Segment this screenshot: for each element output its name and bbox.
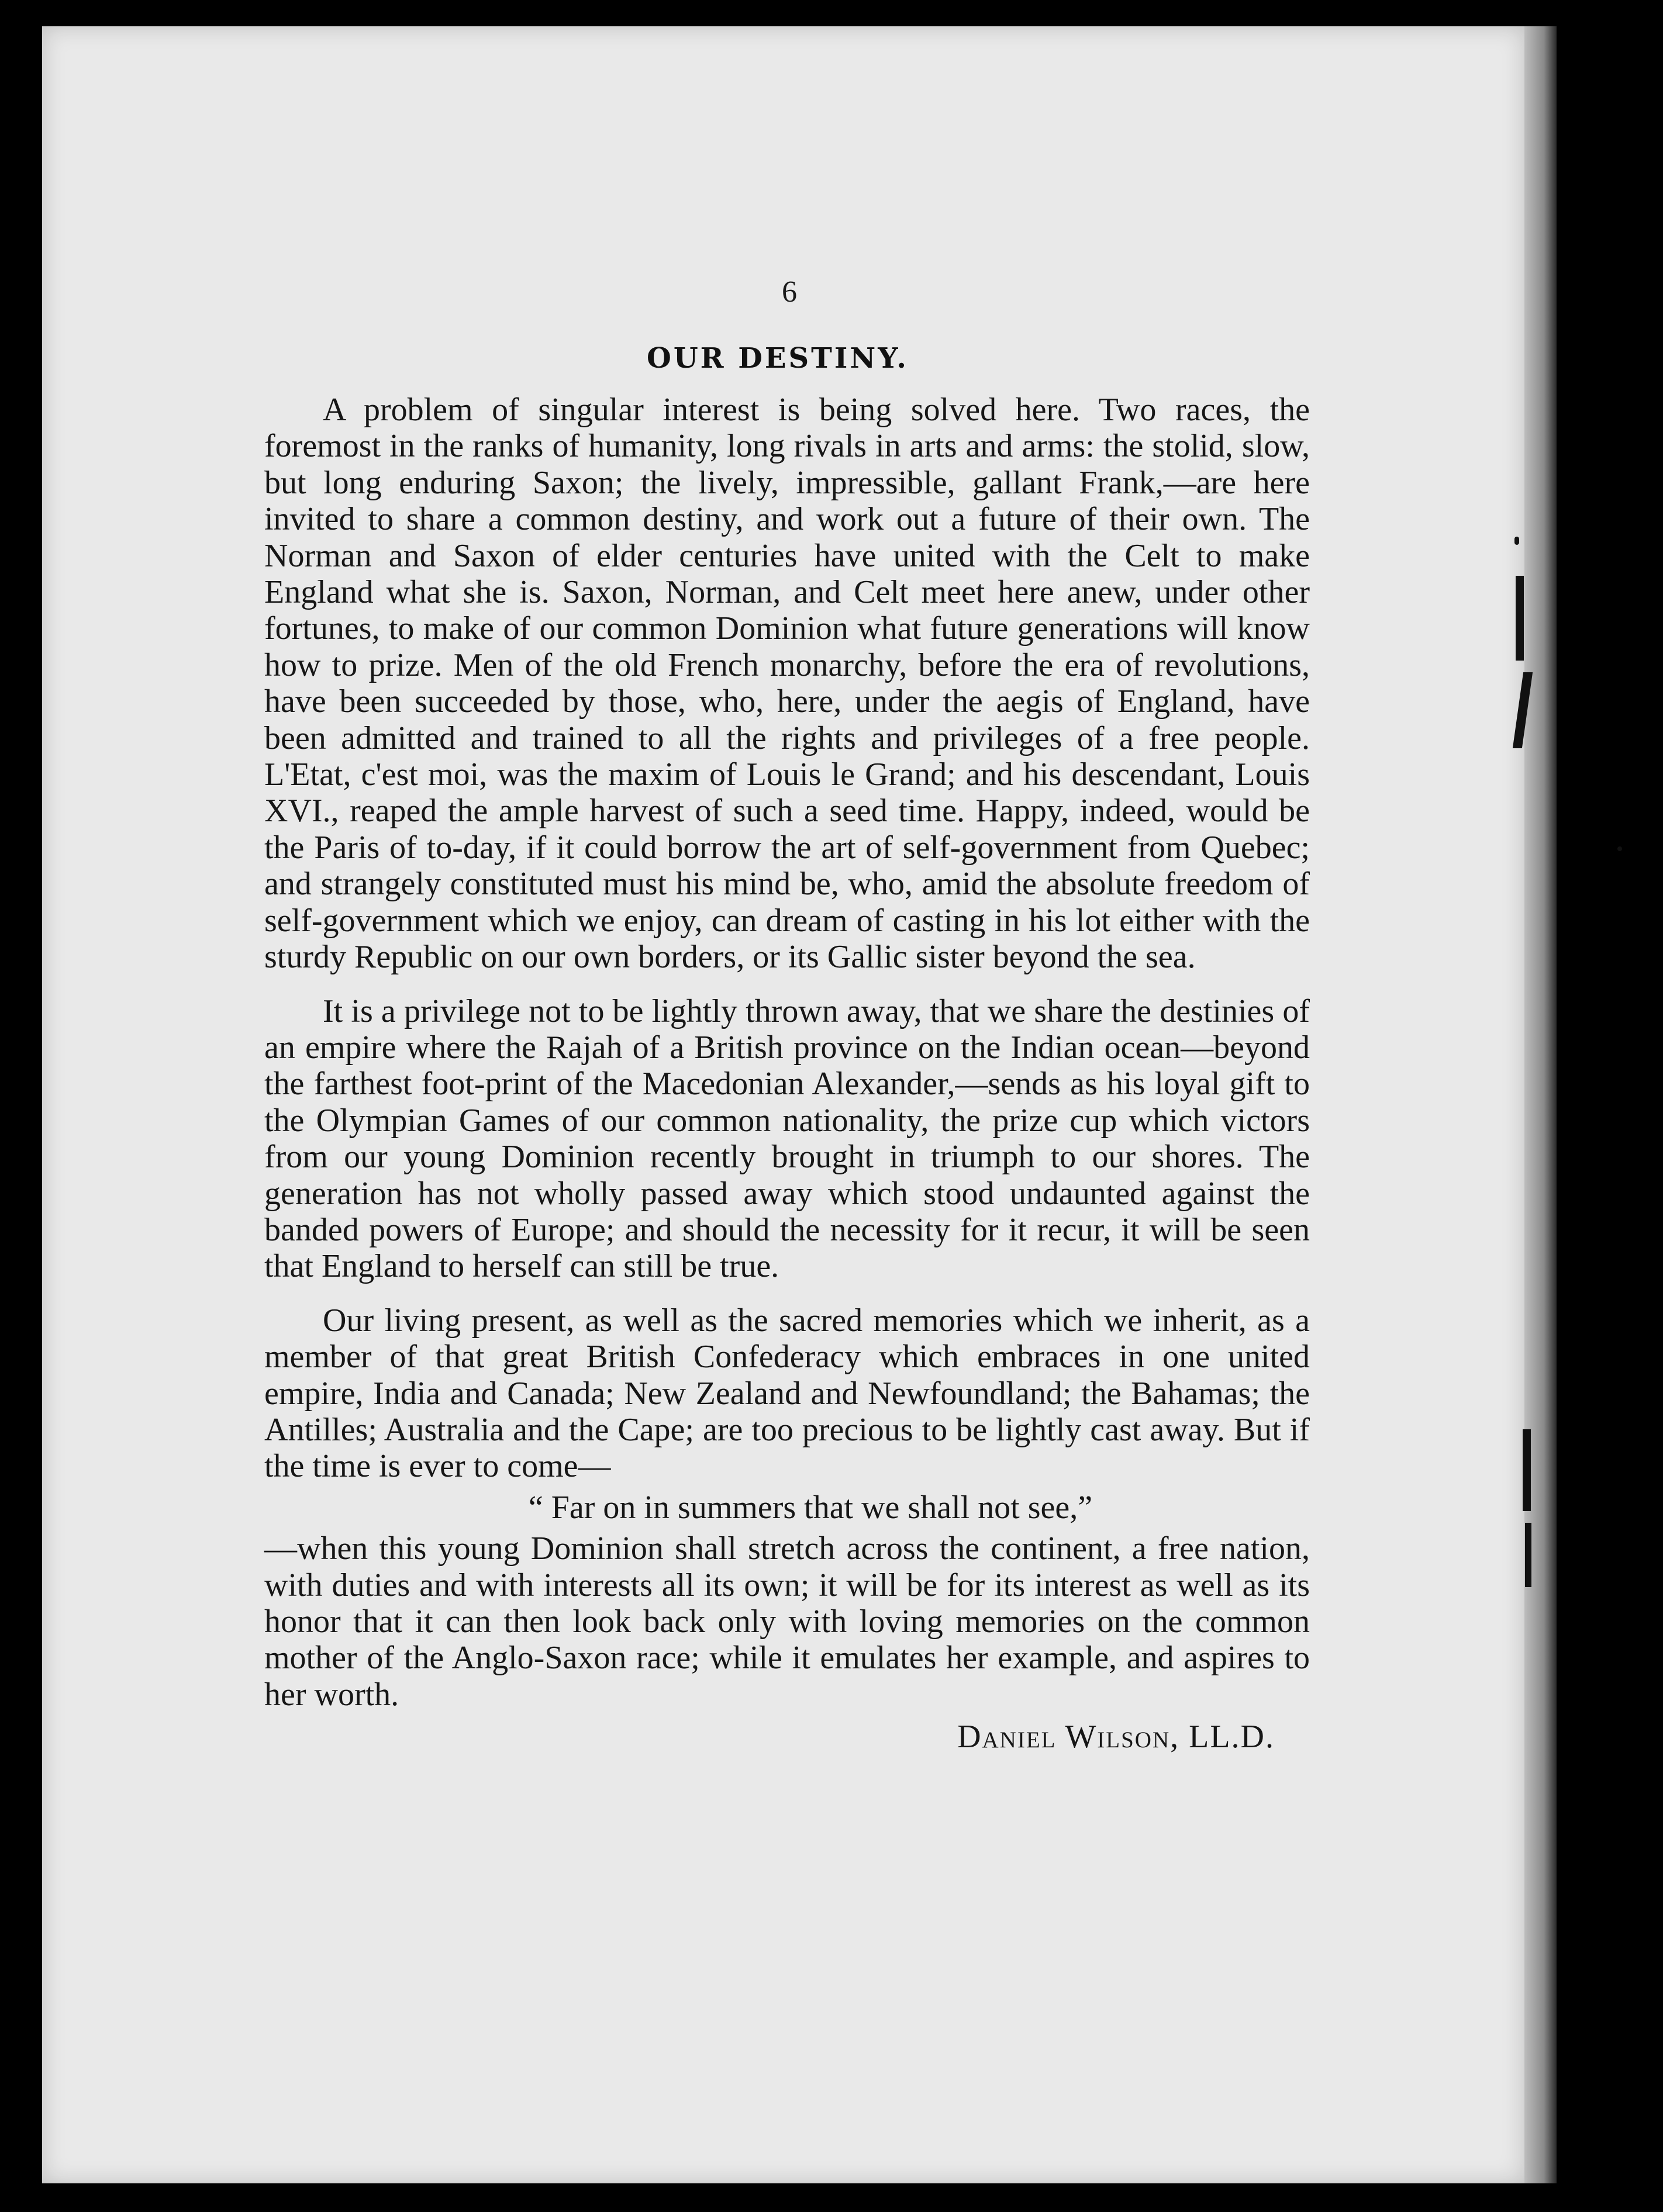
closing-paragraph: —when this young Dominion shall stretch across the continent, a free nation, with duties and with interests all its own; it will be for its interest as well as its honor that it can then look back only with loving memories on the common mother of the Anglo-Saxon race; while it emulates her example, and aspires to her worth. [264,1530,1310,1713]
author-signature: Daniel Wilson, LL.D. [957,1719,1275,1755]
scan-mark [1523,1429,1531,1511]
scan-mark [1525,1523,1531,1587]
scan-mark [1617,846,1622,851]
article-body [264,392,1310,1755]
scan-mark [1514,537,1519,545]
poetry-quote: “ Far on in summers that we shall not see,” [528,1489,1093,1526]
scan-mark [1516,576,1524,661]
page-number: 6 [782,275,797,309]
sheet-edge-shadow [1524,26,1557,2183]
page-title: OUR DESTINY. [647,342,909,375]
paragraph: It is a privilege not to be lightly thrown away, that we share the destinies of an empire where the Rajah of a British province on the Indian ocean—beyond the farthest foot-print of the Macedonian Alexander,—sends as his loyal gift to the Olympian Games of our common nationality, the prize cup which victors from our young Dominion recently brought in triumph to our shores. The generation has not wholly passed away which stood undaunted against the banded powers of Europe; and should the necessity for it recur, it will be seen that England to herself can still be true. [264,993,1310,1285]
paragraph: A problem of singular interest is being solved here. Two races, the foremost in the ranks of humanity, long rivals in arts and arms: the stolid, slow, but long enduring Saxon; the lively, impressible, gallant Frank,—are here invited to share a common destiny, and work out a future of their own. The Norman and Saxon of elder centuries have united with the Celt to make England what she is. Saxon, Norman, and Celt meet here anew, under other fortunes, to make of our common Dominion what future generations will know how to prize. Men of the old French monarchy, before the era of revolutions, have been succeeded by those, who, here, under the aegis of England, have been admitted and trained to all the rights and privileges of a free people. L'Etat, c'est moi, was the maxim of Louis le Grand; and his descendant, Louis XVI., reaped the ample harvest of such a seed time. Happy, indeed, would be the Paris of to-day, if it could borrow the art of self-government from Quebec; and strangely constituted must his mind be, who, amid the absolute freedom of self-government which we enjoy, can dream of casting in his lot either with the sturdy Republic on our own borders, or its Gallic sister beyond the sea. [264,392,1310,976]
scan-border [0,2183,1663,2212]
paragraph: Our living present, as well as the sacred memories which we inherit, as a member of that great British Confederacy which embraces in one united empire, India and Canada; New Zealand and Newfoundland; the Bahamas; the Antilles; Australia and the Cape; are too precious to be lightly cast away. But if the time is ever to come— [264,1302,1310,1485]
